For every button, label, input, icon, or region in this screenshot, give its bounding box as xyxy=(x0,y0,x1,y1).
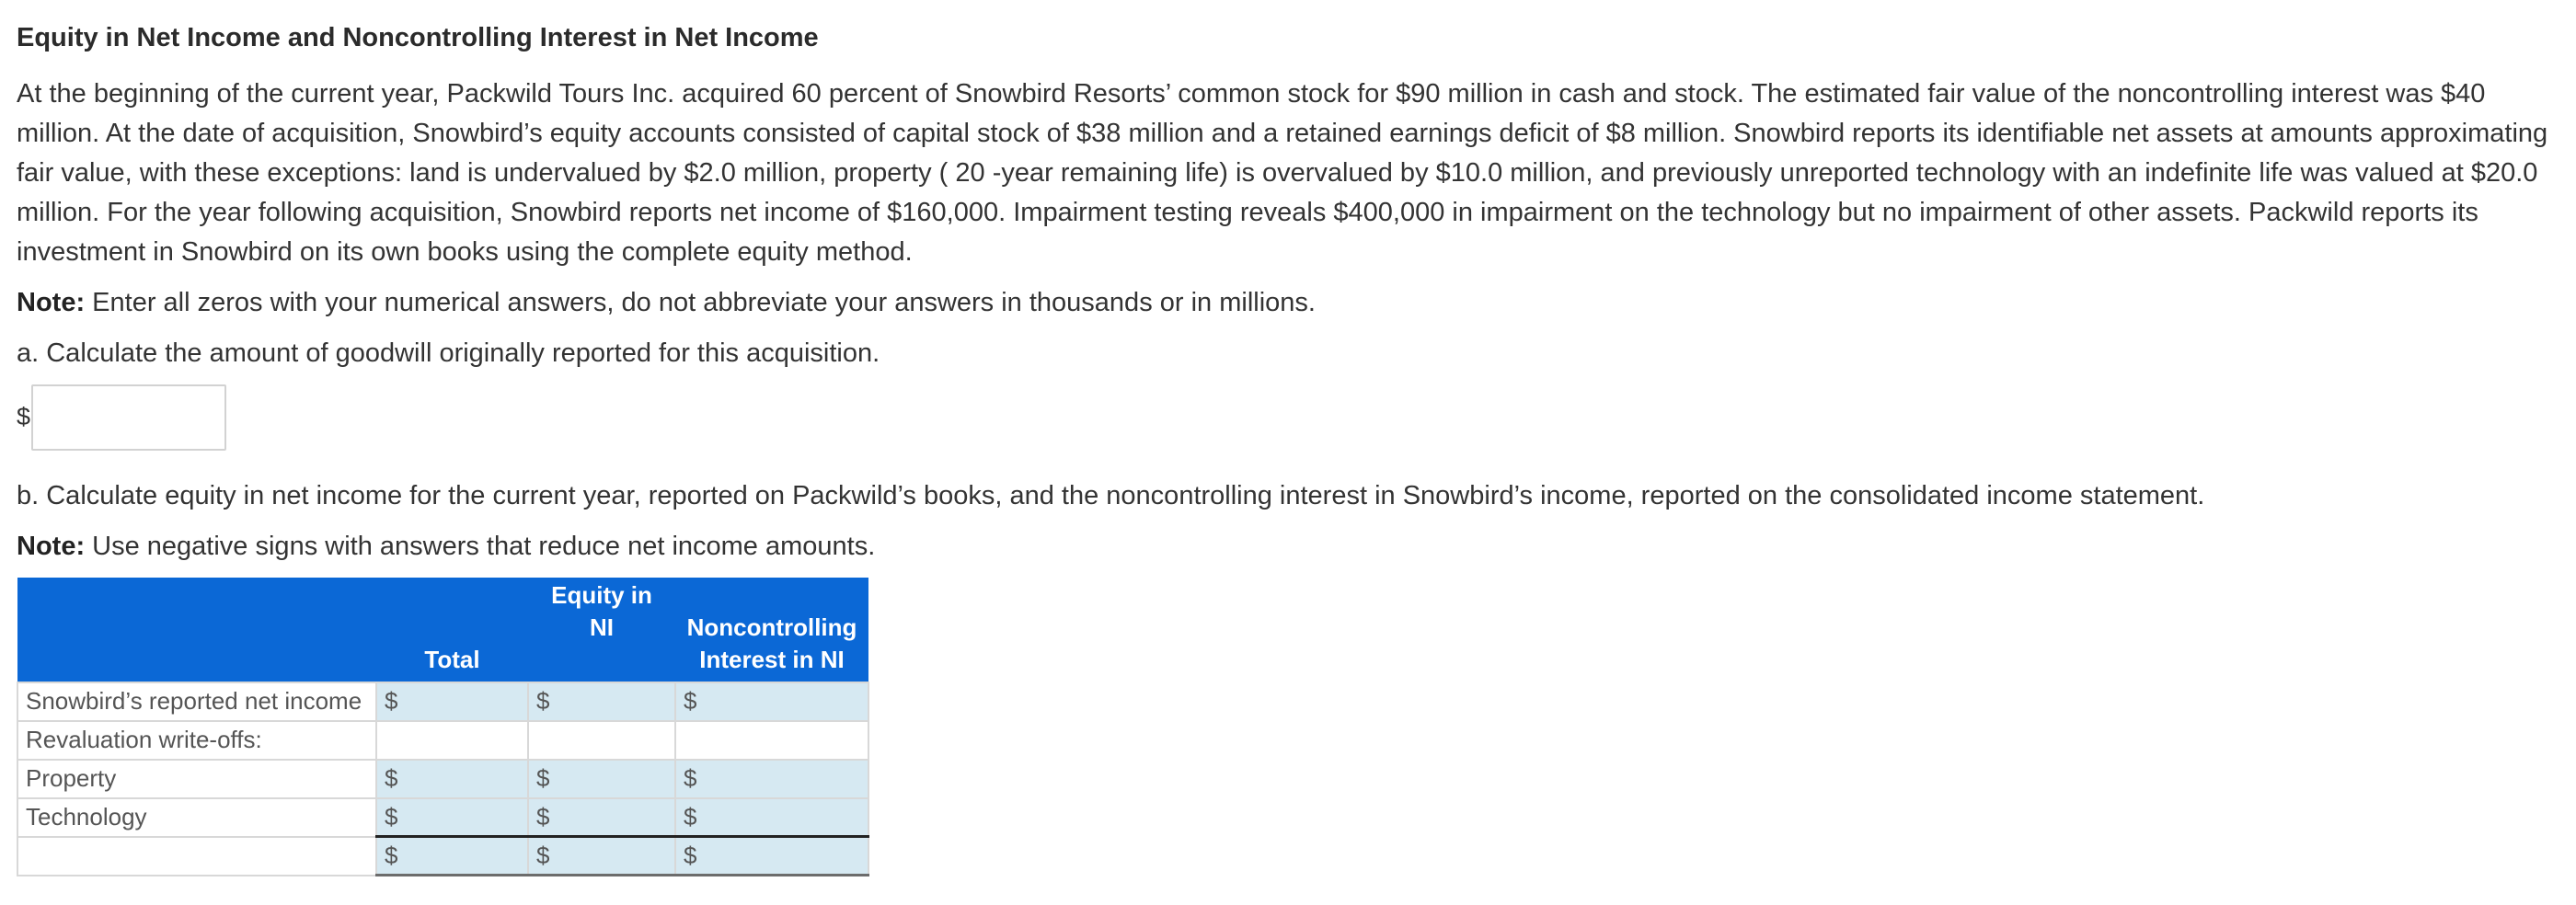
technology-nci-input[interactable]: $ xyxy=(675,798,868,837)
reported-equity-input[interactable]: $ xyxy=(528,682,675,721)
final-equity-input[interactable]: $ xyxy=(528,837,675,876)
part-b-question: b. Calculate equity in net income for the current year, reported on Packwild’s books, and the noncontrolling interest in Snowbird’s income, reported on the consolidated income statement. xyxy=(17,480,2205,510)
blank-cell xyxy=(528,721,675,760)
property-total-input[interactable]: $ xyxy=(376,760,528,798)
property-equity-input[interactable]: $ xyxy=(528,760,675,798)
header-blank xyxy=(17,578,376,682)
reported-total-input[interactable]: $ xyxy=(376,682,528,721)
table-row-property xyxy=(17,760,868,798)
note-label: Note: xyxy=(17,531,86,561)
goodwill-answer-row xyxy=(17,384,2561,451)
technology-total-input[interactable]: $ xyxy=(376,798,528,837)
header-total: Total xyxy=(376,578,528,682)
note-enter-zeros xyxy=(17,283,2561,323)
note-text: Use negative signs with answers that reduce net income amounts. xyxy=(85,531,876,561)
row-label: Revaluation write-offs: xyxy=(17,721,376,760)
table-row-technology xyxy=(17,798,868,837)
page-title: Equity in Net Income and Noncontrolling Interest in Net Income xyxy=(17,23,819,52)
table-row-reported-net-income xyxy=(17,682,868,721)
property-nci-input[interactable]: $ xyxy=(675,760,868,798)
part-a-question: a. Calculate the amount of goodwill originally reported for this acquisition. xyxy=(17,338,880,368)
goodwill-input[interactable] xyxy=(31,384,226,451)
header-equity-in-ni: Equity in NI xyxy=(528,578,675,682)
note-text: Enter all zeros with your numerical answers, do not abbreviate your answers in thousands or in millions. xyxy=(85,287,1316,317)
reported-nci-input[interactable]: $ xyxy=(675,682,868,721)
technology-equity-input[interactable]: $ xyxy=(528,798,675,837)
row-label: Property xyxy=(17,760,376,798)
income-allocation-table xyxy=(17,578,869,877)
table-header-row xyxy=(17,578,868,682)
currency-symbol: $ xyxy=(17,403,31,431)
final-nci-input[interactable]: $ xyxy=(675,837,868,876)
blank-cell xyxy=(675,721,868,760)
table-row-total xyxy=(17,837,868,876)
table-row-revaluation-header xyxy=(17,721,868,760)
row-label: Technology xyxy=(17,798,376,837)
note-negative-signs xyxy=(17,527,2561,567)
row-label xyxy=(17,837,376,876)
note-label: Note: xyxy=(17,287,86,317)
final-total-input[interactable]: $ xyxy=(376,837,528,876)
blank-cell xyxy=(376,721,528,760)
header-noncontrolling-interest: Noncontrolling Interest in NI xyxy=(675,578,868,682)
row-label: Snowbird’s reported net income xyxy=(17,682,376,721)
problem-text: At the beginning of the current year, Packwild Tours Inc. acquired 60 percent of Snowbird Resorts’ common stock for $90 million in cash and stock. The estimated fair value of the noncontrolling interest was $40 million. At the date of acquisition, Snowbird’s equity accounts consisted of capital stock of $38 million and a retained earnings deficit of $8 million. Snowbird reports its identifiable net assets at amounts approximating fair value, with these exceptions: land is undervalued by $2.0 million, property ( 20 -year remaining life) is overvalued by $10.0 million, and previously unreported technology with an indefinite life was valued at $20.0 million. For the year following acquisition, Snowbird reports net income of $160,000. Impairment testing reveals $400,000 in impairment on the technology but no impairment of other assets. Packwild reports its investment in Snowbird on its own books using the complete equity method. xyxy=(17,78,2548,267)
